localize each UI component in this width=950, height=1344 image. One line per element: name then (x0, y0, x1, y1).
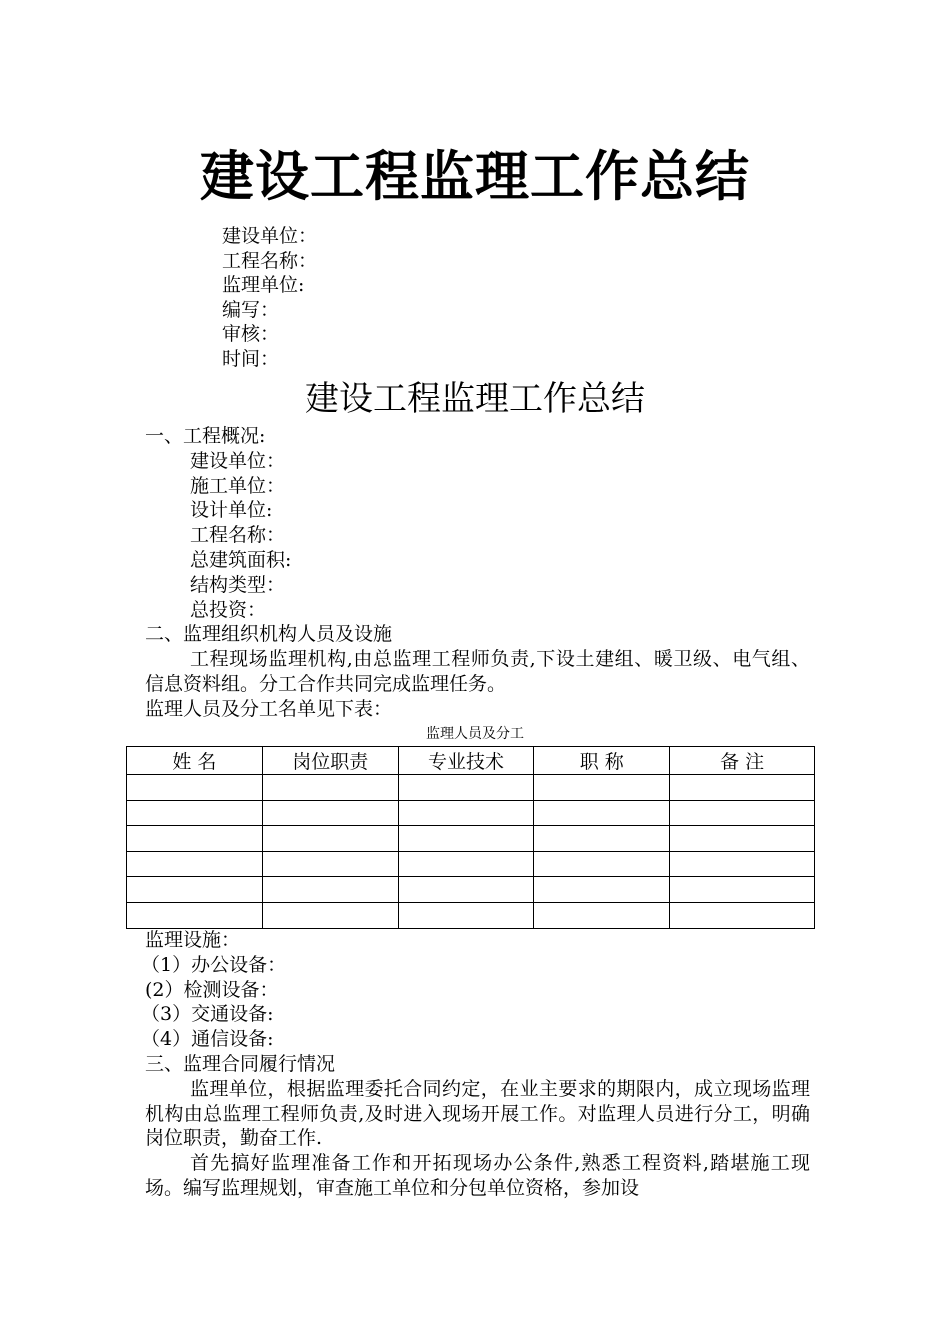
facility-transport: （3）交通设备: (141, 1003, 274, 1026)
staff-table-cell (398, 826, 534, 852)
staff-table-cell (262, 851, 398, 877)
staff-table-cell (670, 775, 815, 801)
main-title: 建设工程监理工作总结 (200, 144, 750, 208)
staff-table-row (127, 800, 815, 826)
staff-table-cell (127, 775, 263, 801)
cover-field-supervisor: 监理单位: (222, 274, 305, 297)
staff-table-cell (127, 902, 263, 928)
staff-table-cell (534, 877, 670, 903)
overview-item-designer: 设计单位: (190, 499, 273, 522)
staff-table-cell (670, 851, 815, 877)
staff-table-row (127, 851, 815, 877)
staff-table-cell (670, 877, 815, 903)
staff-table-cell (398, 800, 534, 826)
section3-paragraph-1: 监理单位，根据监理委托合同约定，在业主要求的期限内，成立现场监理机构由总监理工程师负责,及时进入现场开展工作。对监理人员进行分工，明确岗位职责，勤奋工作. (145, 1077, 810, 1150)
facility-testing: (2）检测设备： (145, 978, 279, 1001)
staff-table-row (127, 775, 815, 801)
staff-table-cell (398, 877, 534, 903)
overview-item-investment: 总投资： (190, 598, 267, 621)
staff-table-cell (534, 800, 670, 826)
staff-table-row (127, 877, 815, 903)
header-title: 职 称 (534, 747, 670, 775)
cover-field-reviewer: 审核： (222, 323, 280, 346)
sub-title: 建设工程监理工作总结 (305, 379, 645, 419)
staff-table-cell (262, 877, 398, 903)
overview-item-structure-type: 结构类型： (190, 573, 286, 596)
table-caption: 监理人员及分工 (426, 726, 524, 742)
section-overview (145, 424, 810, 722)
section3-paragraph-2: 首先搞好监理准备工作和开拓现场办公条件,熟悉工程资料,踏堪施工现场。编写监理规划，审查施工单位和分包单位资格，参加设 (145, 1152, 810, 1199)
staff-table-cell (262, 902, 398, 928)
overview-item-project-name: 工程名称： (190, 524, 286, 547)
facility-communication: （4）通信设备: (141, 1028, 274, 1051)
section2-paragraph: 工程现场监理机构,由总监理工程师负责,下设土建组、暖卫级、电气组、信息资料组。分工合作共同完成监理任务。 (145, 648, 810, 695)
staff-table-cell (127, 877, 263, 903)
staff-table-header-row (127, 747, 815, 775)
cover-fields (222, 224, 317, 372)
staff-table-row (127, 826, 815, 852)
staff-list-intro: 监理人员及分工名单见下表： (145, 697, 393, 720)
staff-table-cell (398, 775, 534, 801)
cover-field-project-name: 工程名称： (222, 249, 318, 272)
staff-table-cell (534, 851, 670, 877)
facility-office: （1）办公设备： (141, 953, 287, 976)
section-facilities-and-contract (141, 928, 810, 1201)
cover-field-owner: 建设单位： (222, 225, 318, 247)
header-specialty: 专业技术 (398, 747, 534, 775)
staff-table-cell (262, 800, 398, 826)
staff-table-cell (127, 851, 263, 877)
staff-table-cell (670, 826, 815, 852)
header-name: 姓 名 (127, 747, 263, 775)
overview-item-contractor: 施工单位： (190, 474, 286, 497)
staff-table-cell (670, 800, 815, 826)
section2-heading: 二、监理组织机构人员及设施 (145, 623, 393, 646)
overview-item-owner: 建设单位： (190, 449, 286, 472)
cover-field-date: 时间： (222, 347, 280, 370)
staff-table-row (127, 902, 815, 928)
section1-heading: 一、工程概况: (145, 425, 266, 447)
staff-table-cell (127, 826, 263, 852)
header-remarks: 备 注 (670, 747, 815, 775)
staff-table-cell (262, 775, 398, 801)
staff-table-cell (398, 851, 534, 877)
staff-table-cell (262, 826, 398, 852)
staff-table-cell (534, 775, 670, 801)
header-duty: 岗位职责 (262, 747, 398, 775)
staff-table (126, 746, 815, 929)
staff-table-cell (398, 902, 534, 928)
cover-field-author: 编写： (222, 298, 280, 321)
staff-table-body (127, 775, 815, 929)
staff-table-cell (127, 800, 263, 826)
facilities-heading: 监理设施： (145, 929, 241, 951)
section3-heading: 三、监理合同履行情况 (145, 1052, 336, 1075)
staff-table-cell (670, 902, 815, 928)
staff-table-cell (534, 826, 670, 852)
overview-item-floor-area: 总建筑面积: (190, 548, 292, 571)
staff-table-cell (534, 902, 670, 928)
